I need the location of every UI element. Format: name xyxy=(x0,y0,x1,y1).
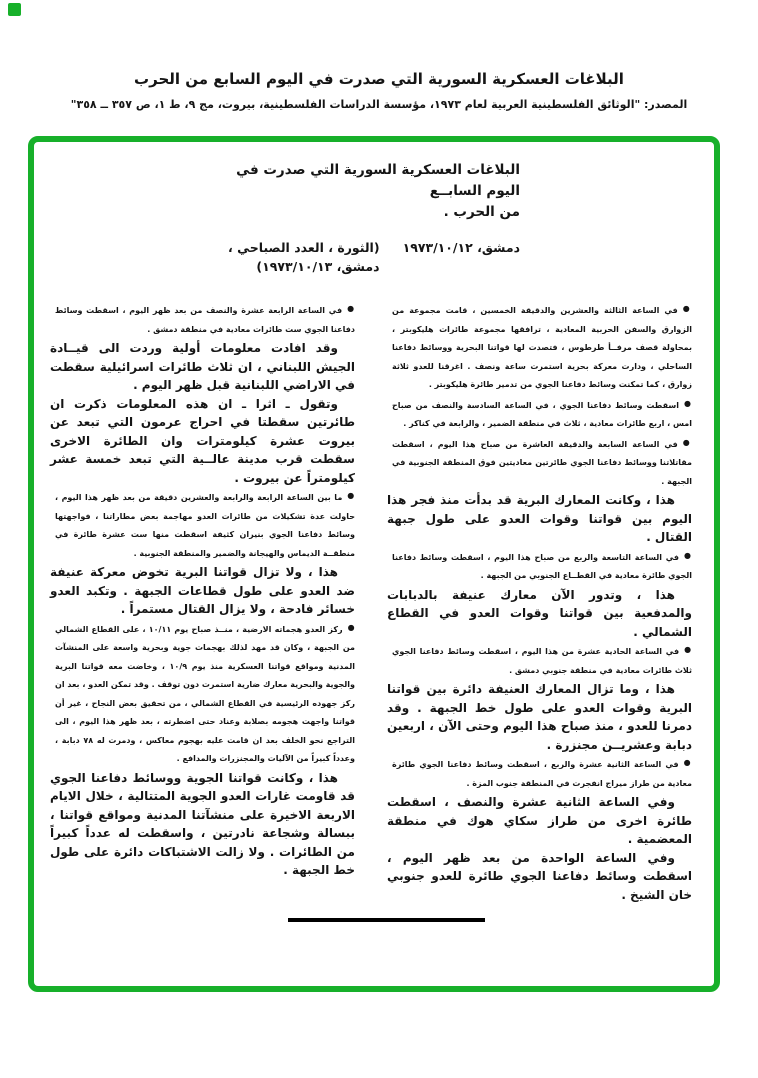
paragraph: وقد افادت معلومات أولية وردت الى قيــادة الجيش اللبناني ، ان ثلاث طائرات اسرائيلية سقطت في الاراضي اللبنانية قبل ظهر اليوم . xyxy=(50,341,355,392)
bullet-icon: ● xyxy=(683,398,692,408)
document-frame xyxy=(28,136,720,992)
document-header xyxy=(228,160,520,276)
bullet-icon: ● xyxy=(682,437,693,447)
paragraph: وفي الساعة الواحدة من بعد ظهر اليوم ، اسقطت وسائط دفاعنا الجوي طائرة للعدو جنوبي خان الشيخ . xyxy=(387,850,692,902)
section-divider xyxy=(288,918,485,922)
paragraph: هذا ، وما تزال المعارك العنيفة دائرة بين قواتنا البرية وقوات العدو على طول خط الجبهة . وقد دمرنا للعدو ، منذ صباح هذا اليوم وحتى الآن ، اربعين دبابة وعشريــن مجنزرة . xyxy=(387,682,692,752)
bullet-icon: ● xyxy=(682,304,692,313)
bullet-icon: ● xyxy=(683,758,692,767)
paragraph: ●في الساعة السابعة والدقيقة العاشرة من صباح هذا اليوم ، اسقطت مقاتلاتنا ووسائط دفاعنا الجوي طائرتين معاديتين فوق المنطقة الجنوبية في الجبهة . xyxy=(392,437,693,486)
bullet-icon: ● xyxy=(684,645,692,654)
dateline-publication xyxy=(228,238,380,276)
column-right xyxy=(387,300,692,904)
paragraph: وتقول ـ اثرا ـ ان هذه المعلومات ذكرت ان طائرتين سقطتا في احراج عرمون التي تبعد عن بيروت عشرة كيلومترات وان الطائرة الاخرى سقطت قرب مدينة عالــية التي تبعد خمسة عشر كيلومتراً عن بيروت . xyxy=(50,396,355,485)
paragraph: ●في الساعة التاسعة والربع من صباح هذا اليوم ، اسقطت وسائط دفاعنا الجوي طائرة معادية في القطــاع الجنوبي من الجبهة . xyxy=(392,550,692,580)
paragraph: ●في الساعة الرابعة عشرة والنصف من بعد ظهر اليوم ، اسقطت وسائط دفاعنا الجوي ست طائرات معادية في منطقة دمشق . xyxy=(55,304,355,334)
dateline-row xyxy=(228,238,520,276)
page-header xyxy=(0,0,758,112)
paragraph: ●ركز العدو هجماته الارضية ، منــذ صباح يوم ١٠/١١ ، على القطاع الشمالي من الجبهة ، وكان قد مهد لذلك بهجمات جوية وبحرية واسعة على المنشآت المدنية ومواقع قواتنا العسكرية منذ يوم ١٠/٩ ، وخاضت معه قواتنا البرية والجوية والبحرية معارك ضارية استمرت دون توقف . وقد تمكن العدو ، بعد ان ركز جهوده الرئيسية في القطاع الشمالي ، من تحقيق بعض النجاح ، غير أن قواتنا واجهت هجومه بصلابة وعناد حتى اضطرته ، بعد ظهر هذا اليوم ، الى التراجع نحو الخلف بعد ان قامت عليه بهجوم معاكس ، ودمرت له ٧٨ دبابة ، وعدداً كبيراً من الآليات والمجنزرات والمدافع . xyxy=(55,622,356,763)
column-left xyxy=(50,300,355,904)
document-title-line1: البلاغات العسكرية السورية التي صدرت في اليوم السابــع xyxy=(236,162,520,199)
source-citation: المصدر: "الوثائق الفلسطينية العربية لعام ١٩٧٣، مؤسسة الدراسات الفلسطينية، بيروت، مج ٩، ط ١، ص ٣٥٧ ــ ٣٥٨" xyxy=(70,98,688,111)
bullet-icon: ● xyxy=(347,622,356,632)
paragraph: هذا ، وتدور الآن معارك عنيفة بالدبابات والمدفعية بين قواتنا وقوات العدو في القطاع الشمالي . xyxy=(387,587,692,639)
paragraph: ●في الساعة الثانية عشرة والربع ، اسقطت وسائط دفاعنا الجوي طائرة معادية من طراز ميراج انفجرت في المنطقة جنوب المزة . xyxy=(392,758,692,788)
dateline-damascus: دمشق، ١٩٧٣/١٠/١٢ xyxy=(402,240,520,255)
paragraph: ●اسقطت وسائط دفاعنا الجوي ، في الساعة السادسة والنصف من صباح امس ، اربع طائرات معادية ، ثلاث في منطقة الضمير ، والرابعة في كناكر . xyxy=(392,398,692,428)
paragraph: هذا ، وكانت المعارك البرية قد بدأت منذ فجر هذا اليوم بين قواتنا وقوات العدو على طول جبهة القتال . xyxy=(387,493,692,544)
bullet-icon: ● xyxy=(684,550,692,560)
paragraph: وفي الساعة الثانية عشرة والنصف ، اسقطت طائرة اخرى من طراز سكاي هوك في منطقة المعضمية . xyxy=(387,795,692,846)
document-title xyxy=(228,160,520,223)
dateline-publication-line2: دمشق، ١٩٧٣/١٠/١٣) xyxy=(256,259,380,274)
paragraph: ●في الساعة الثالثة والعشرين والدقيقة الخمسين ، قامت مجموعة من الزوارق والسفن الحربية المعادية ، ترافقها مجموعة طائرات هليكوبتر ، بمحاولة قصف مرفــأ طرطوس ، فتصدت لها قواتنا البحرية ووسائط دفاعنا الساحلي ، ودارت معركة بحرية استمرت ساعة ونصف . اغرقنا للعدو ثلاثة زوارق ، كما تمكنت وسائط دفاعنا الجوي من تدمير طائرة هليكوبتر . xyxy=(392,304,692,389)
document-title-line2: من الحرب . xyxy=(443,204,520,220)
bullet-icon: ● xyxy=(347,491,356,500)
paragraph: هذا ، وكانت قواتنا الجوية ووسائط دفاعنا الجوي قد قاومت غارات العدو الجوية المتتالية ، خلال الايام الاربعة الاخيرة على منشآتنا المدنية ومواقع قواتنا ، ببسالة وشجاعة نادرتين ، واسقطت له عدداً كبيراً من الطائرات . ولا زالت الاشتباكات دائرة على طول خط الجبهة . xyxy=(50,770,355,877)
paragraph: ●ما بين الساعة الرابعة والرابعة والعشرين دقيقة من بعد ظهر هذا اليوم ، حاولت عدة تشكيلات من طائرات العدو مهاجمة بعض مطاراتنا ، فواجهتها وسائط دفاعنا الجوي بنيران كثيفة اسقطت منها ست عشرة طائرة في منطقــة الديماس والهيجانة والضمير والمنطقة الجنوبية . xyxy=(55,491,356,558)
two-column-body xyxy=(34,300,714,904)
green-corner-mark xyxy=(8,3,21,16)
paragraph: هذا ، ولا تزال قواتنا البرية تخوض معركة عنيفة ضد العدو على طول قطاعات الجبهة . وتكبد العدو خسائر فادحة ، ولا يزال القتال مستمراً . xyxy=(50,565,355,616)
page-title: البلاغات العسكرية السورية التي صدرت في اليوم السابع من الحرب xyxy=(134,70,624,88)
dateline-publication-line1: (الثورة ، العدد الصباحي ، xyxy=(228,240,380,255)
paragraph: ●في الساعة الحادية عشرة من هذا اليوم ، اسقطت وسائط دفاعنا الجوي ثلاث طائرات معادية في منطقة جنوبي دمشق . xyxy=(392,645,692,675)
bullet-icon: ● xyxy=(347,304,355,313)
